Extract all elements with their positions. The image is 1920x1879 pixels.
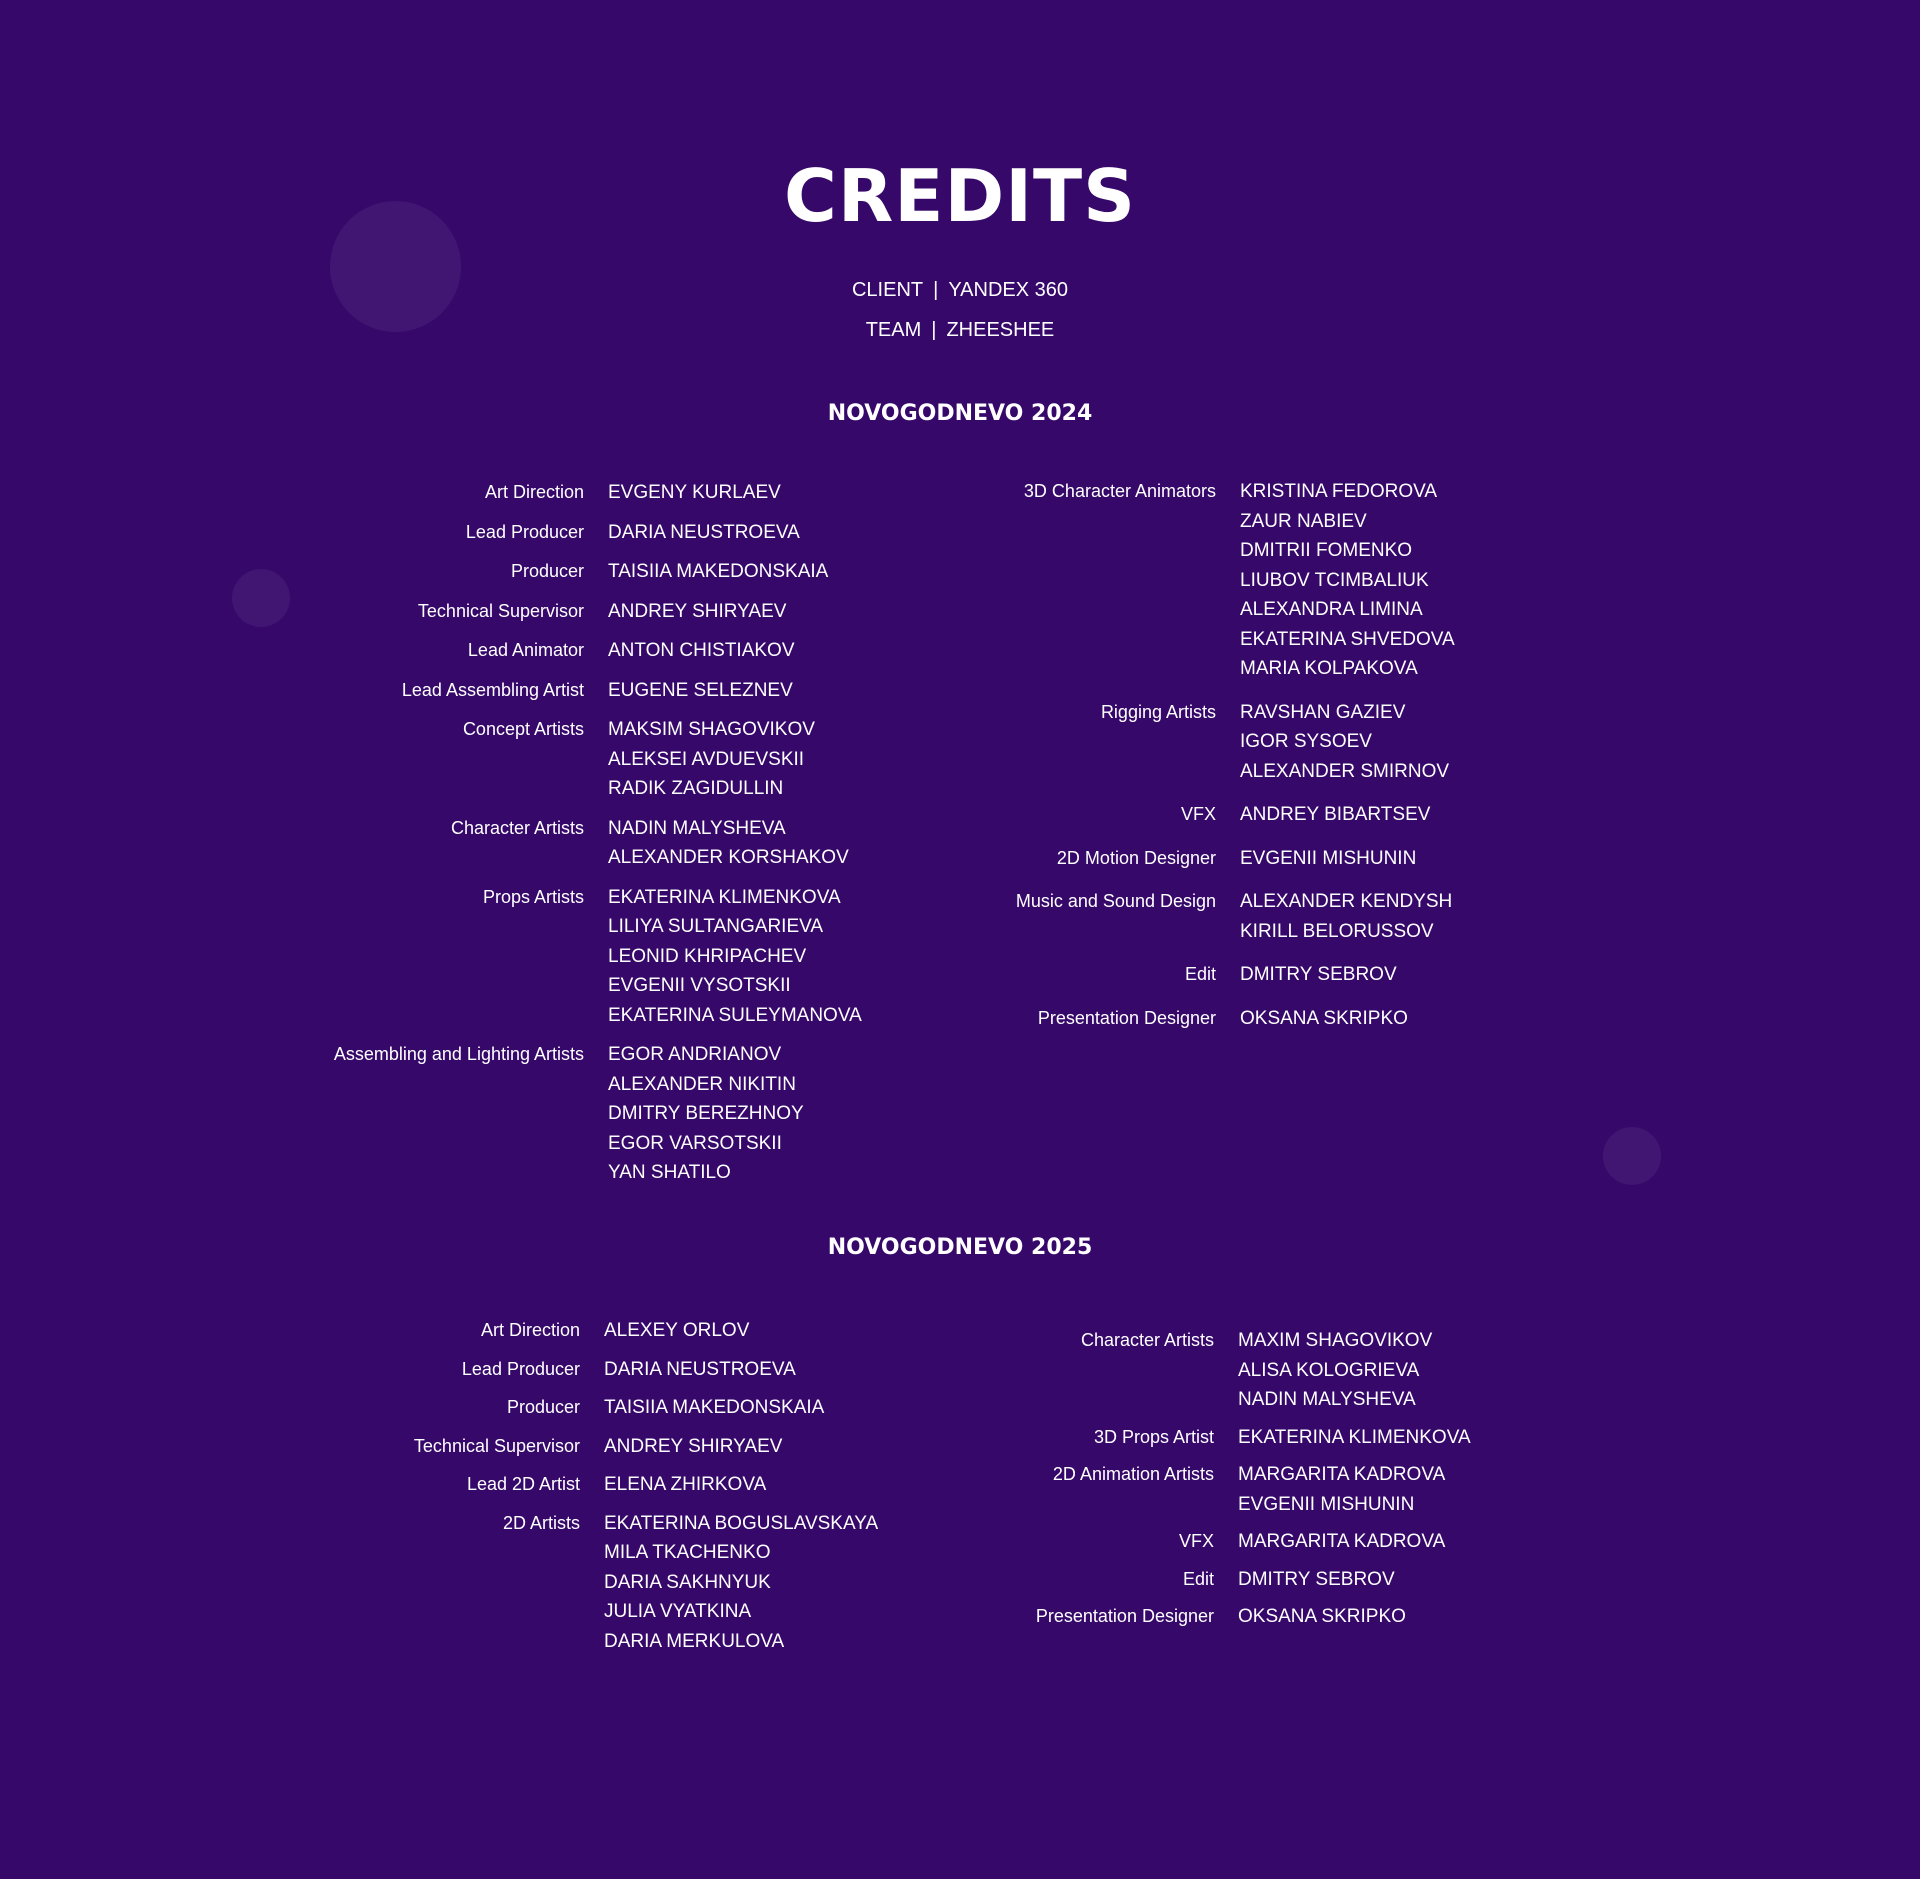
credit-names — [584, 478, 781, 508]
credit-row — [230, 715, 862, 804]
credit-role: Edit — [1182, 1568, 1214, 1589]
credit-name: EGOR VARSOTSKII — [608, 1132, 782, 1154]
credit-row — [230, 557, 862, 587]
credit-role: 2D Animation Artists — [1052, 1464, 1214, 1484]
credit-names — [584, 814, 849, 873]
credit-names — [580, 1316, 749, 1346]
credit-name: EKATERINA SHVEDOVA — [1240, 628, 1455, 650]
client-value: YANDEX 360 — [948, 279, 1068, 301]
credit-name: EKATERINA SULEYMANOVA — [608, 1004, 862, 1026]
credit-row — [230, 1040, 862, 1188]
credit-role: Assembling and Lighting Artists — [333, 1044, 584, 1064]
credit-name: EVGENII MISHUNIN — [1238, 1493, 1415, 1515]
credit-role: Producer — [506, 1397, 580, 1417]
credit-row — [900, 1460, 1471, 1519]
credit-name: EVGENY KURLAEV — [608, 482, 781, 503]
credit-name: MILA TKACHENKO — [604, 1542, 771, 1563]
credit-role: Rigging Artists — [1100, 701, 1216, 722]
client-separator: | — [933, 279, 939, 301]
credit-name: OKSANA SKRIPKO — [1238, 1606, 1406, 1627]
credit-row — [230, 883, 862, 1031]
credit-name: RAVSHAN GAZIEV — [1240, 701, 1406, 723]
credit-names — [1214, 1565, 1395, 1595]
credit-name: MARGARITA KADROVA — [1238, 1464, 1446, 1485]
credit-name: LILIYA SULTANGARIEVA — [608, 916, 824, 937]
credit-name: ALEXANDER KENDYSH — [1240, 891, 1453, 912]
credit-role: Art Direction — [480, 1320, 580, 1340]
credits-2025-right — [900, 1326, 1471, 1640]
credit-row — [900, 800, 1455, 830]
credit-row — [230, 1509, 878, 1657]
team-separator: | — [931, 319, 937, 341]
credit-row — [230, 597, 862, 627]
credit-name: RADIK ZAGIDULLIN — [608, 778, 784, 799]
credits-2025-left — [230, 1316, 878, 1665]
credit-names — [580, 1470, 766, 1500]
credit-names — [1214, 1527, 1445, 1557]
credit-row — [900, 1602, 1471, 1632]
credit-name: DMITRY SEBROV — [1238, 1568, 1395, 1590]
credit-name: ALISA KOLOGRIEVA — [1238, 1359, 1420, 1381]
credit-role: Character Artists — [1080, 1330, 1214, 1350]
credit-role: 2D Motion Designer — [1056, 847, 1216, 868]
credit-names — [1216, 844, 1416, 874]
credit-row — [230, 676, 862, 706]
credit-row — [900, 1565, 1471, 1595]
credit-name: KIRILL BELORUSSOV — [1240, 920, 1434, 942]
credit-name: ALEXANDER SMIRNOV — [1240, 760, 1450, 782]
page-title: CREDITS — [784, 154, 1136, 238]
team-line — [0, 320, 1920, 340]
credit-names — [584, 518, 800, 548]
credit-row — [230, 478, 862, 508]
credit-name: ALEXANDER KORSHAKOV — [608, 847, 849, 868]
credit-name: DMITRII FOMENKO — [1240, 540, 1413, 561]
credit-name: EVGENII MISHUNIN — [1240, 847, 1417, 869]
credit-name: ALEXEY ORLOV — [604, 1320, 750, 1341]
credit-names — [1216, 477, 1455, 684]
credit-name: EVGENII VYSOTSKII — [608, 975, 791, 996]
credit-name: EUGENE SELEZNEV — [608, 679, 793, 701]
credit-name: MARIA KOLPAKOVA — [1240, 658, 1418, 679]
client-line — [0, 280, 1920, 300]
credit-row — [900, 1004, 1455, 1034]
credit-name: JULIA VYATKINA — [604, 1601, 752, 1622]
client-label: CLIENT — [851, 279, 924, 301]
credit-name: ZAUR NABIEV — [1240, 510, 1367, 532]
credit-name: EKATERINA KLIMENKOVA — [608, 886, 841, 908]
credit-name: TAISIIA MAKEDONSKAIA — [604, 1397, 825, 1418]
credit-name: YAN SHATILO — [608, 1162, 731, 1183]
credit-name: DMITRY BEREZHNOY — [608, 1103, 804, 1124]
credit-name: DARIA MERKULOVA — [604, 1630, 785, 1652]
credit-role: Technical Supervisor — [413, 1435, 580, 1456]
credit-role: VFX — [1180, 804, 1216, 824]
credit-name: TAISIIA MAKEDONSKAIA — [608, 561, 829, 582]
credit-row — [900, 1423, 1471, 1453]
credit-role: Music and Sound Design — [1015, 891, 1216, 911]
credit-name: DMITRY SEBROV — [1240, 964, 1397, 985]
credit-name: IGOR SYSOEV — [1240, 731, 1372, 752]
credit-names — [1214, 1423, 1471, 1453]
credit-row — [230, 1393, 878, 1423]
credit-role: Art Direction — [484, 482, 584, 502]
credit-names — [1216, 960, 1397, 990]
credit-name: LEONID KHRIPACHEV — [608, 945, 807, 967]
credit-names — [1214, 1460, 1445, 1519]
credit-name: ANDREY SHIRYAEV — [608, 600, 787, 622]
credits-2024-right — [900, 477, 1455, 1047]
credit-names — [1216, 887, 1452, 946]
credit-name: EKATERINA KLIMENKOVA — [1238, 1426, 1471, 1448]
credit-name: EGOR ANDRIANOV — [608, 1044, 782, 1065]
credit-role: Lead Producer — [461, 1358, 580, 1379]
credit-name: ALEKSEI AVDUEVSKII — [608, 748, 805, 770]
credit-name: MAXIM SHAGOVIKOV — [1238, 1330, 1433, 1351]
credit-role: Character Artists — [450, 817, 584, 838]
credit-names — [584, 883, 862, 1031]
credit-row — [230, 1355, 878, 1385]
credit-names — [584, 597, 786, 627]
credit-role: Lead Assembling Artist — [401, 679, 584, 700]
credit-names — [1216, 1004, 1408, 1034]
credit-role: Technical Supervisor — [417, 600, 584, 621]
credit-names — [584, 676, 793, 706]
credit-names — [580, 1393, 824, 1423]
credit-role: 3D Props Artist — [1093, 1426, 1214, 1447]
credit-row — [900, 1326, 1471, 1415]
credit-role: 3D Character Animators — [1023, 481, 1216, 501]
credit-names — [584, 636, 795, 666]
credit-names — [584, 557, 828, 587]
credit-row — [900, 887, 1455, 946]
credit-row — [230, 636, 862, 666]
credit-name: DARIA SAKHNYUK — [604, 1571, 771, 1593]
credit-row — [230, 814, 862, 873]
section-title-2024: NOVOGODNEVO 2024 — [827, 401, 1093, 426]
credit-name: NADIN MALYSHEVA — [608, 817, 786, 839]
credit-names — [580, 1432, 782, 1462]
credit-names — [1214, 1602, 1406, 1632]
credit-names — [584, 1040, 804, 1188]
section-title-2025: NOVOGODNEVO 2025 — [827, 1235, 1093, 1260]
credit-role: VFX — [1178, 1531, 1214, 1551]
credit-name: DARIA NEUSTROEVA — [608, 521, 800, 543]
credit-name: NADIN MALYSHEVA — [1238, 1389, 1416, 1410]
credit-role: Producer — [510, 561, 584, 581]
credit-name: LIUBOV TCIMBALIUK — [1240, 569, 1429, 591]
credit-role: Presentation Designer — [1035, 1606, 1214, 1626]
credit-names — [584, 715, 815, 804]
credit-name: ELENA ZHIRKOVA — [604, 1474, 767, 1495]
credit-row — [230, 1432, 878, 1462]
credit-names — [580, 1355, 796, 1385]
credit-role: 2D Artists — [502, 1512, 580, 1533]
credit-name: ALEXANDER NIKITIN — [608, 1073, 796, 1095]
credit-row — [900, 844, 1455, 874]
credit-names — [580, 1509, 878, 1657]
credit-role: Edit — [1184, 964, 1216, 984]
team-label: TEAM — [865, 319, 922, 341]
credit-row — [900, 1527, 1471, 1557]
credits-2024-left — [230, 478, 862, 1198]
credit-row — [230, 518, 862, 548]
credit-name: OKSANA SKRIPKO — [1240, 1007, 1408, 1029]
credit-row — [900, 960, 1455, 990]
credit-names — [1216, 800, 1430, 830]
credit-role: Lead 2D Artist — [466, 1474, 580, 1494]
credit-row — [230, 1470, 878, 1500]
credit-name: ALEXANDRA LIMINA — [1240, 599, 1423, 620]
credit-row — [900, 698, 1455, 787]
credit-row — [900, 477, 1455, 684]
team-value: ZHEESHEE — [946, 319, 1055, 341]
credit-name: MARGARITA KADROVA — [1238, 1531, 1446, 1552]
credit-role: Lead Producer — [465, 521, 584, 542]
credit-name: KRISTINA FEDOROVA — [1240, 481, 1438, 502]
credit-role: Concept Artists — [462, 719, 584, 739]
credit-name: ANDREY BIBARTSEV — [1240, 804, 1431, 825]
credit-names — [1214, 1326, 1432, 1415]
credit-role: Props Artists — [482, 886, 584, 907]
credit-names — [1216, 698, 1449, 787]
decorative-circle — [1603, 1127, 1661, 1185]
credit-row — [230, 1316, 878, 1346]
credit-name: MAKSIM SHAGOVIKOV — [608, 719, 815, 740]
credit-name: ANTON CHISTIAKOV — [608, 640, 795, 661]
credit-name: EKATERINA BOGUSLAVSKAYA — [604, 1512, 879, 1534]
credit-name: DARIA NEUSTROEVA — [604, 1358, 796, 1380]
credit-role: Presentation Designer — [1037, 1007, 1216, 1028]
credit-name: ANDREY SHIRYAEV — [604, 1435, 783, 1457]
credit-role: Lead Animator — [467, 640, 584, 660]
